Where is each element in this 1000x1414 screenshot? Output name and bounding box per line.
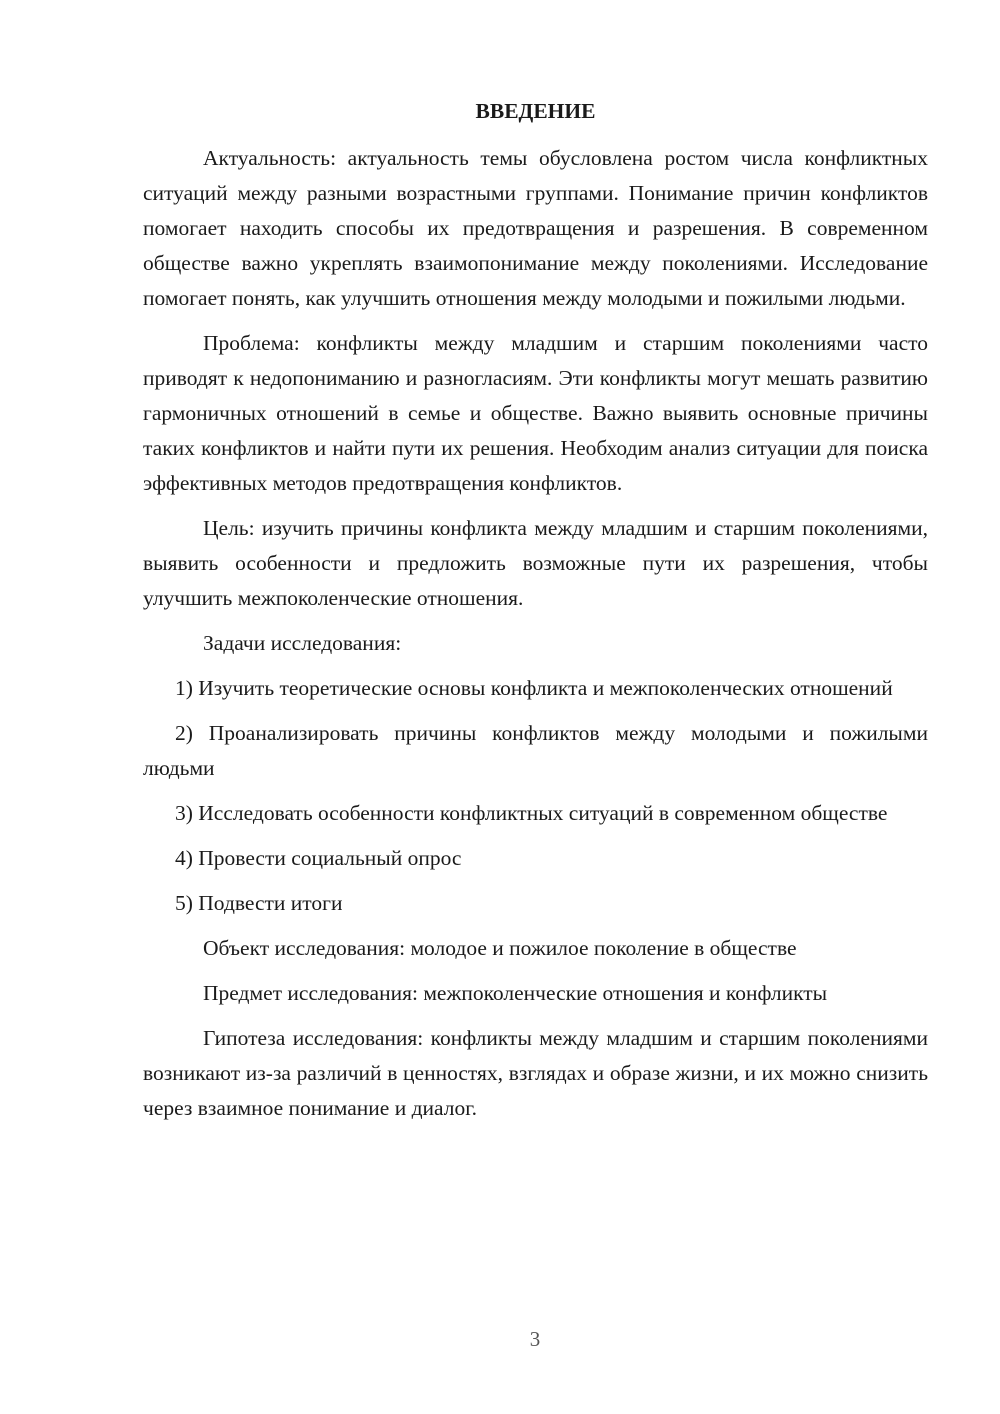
task-item-1: 1) Изучить теоретические основы конфликта и межпоколенческих отношений <box>175 676 893 700</box>
research-hypothesis: Гипотеза исследования: конфликты между младшим и старшим поколениями возникают из-за различий в ценностях, взглядах и образе жизни, и их можно снизить через взаимное понимание и диалог. <box>143 1026 928 1120</box>
task-item-5: 5) Подвести итоги <box>175 891 343 915</box>
task-item-4: 4) Провести социальный опрос <box>175 846 462 870</box>
research-subject: Предмет исследования: межпоколенческие отношения и конфликты <box>203 981 828 1005</box>
task-item-2: 2) Проанализировать причины конфликтов между молодыми и пожилыми людьми <box>143 721 928 780</box>
task-item-3: 3) Исследовать особенности конфликтных ситуаций в современном обществе <box>175 801 888 825</box>
research-object: Объект исследования: молодое и пожилое поколение в обществе <box>203 936 797 960</box>
problem-paragraph: Проблема: конфликты между младшим и старшим поколениями часто приводят к недопониманию и разногласиям. Эти конфликты могут мешать развитию гармоничных отношений в семье и обществе. Важно выявить основные причины таких конфликтов и найти пути их решения. Необходим анализ ситуации для поиска эффективных методов предотвращения конфликтов. <box>143 331 928 495</box>
tasks-heading: Задачи исследования: <box>203 631 402 655</box>
goal-paragraph: Цель: изучить причины конфликта между младшим и старшим поколениями, выявить особенности и предложить возможные пути их разрешения, чтобы улучшить межпоколенческие отношения. <box>143 516 928 610</box>
section-title: ВВЕДЕНИЕ <box>475 99 596 123</box>
page-content <box>143 94 928 1136</box>
relevance-paragraph: Актуальность: актуальность темы обусловлена ростом числа конфликтных ситуаций между разными возрастными группами. Понимание причин конфликтов помогает находить способы их предотвращения и разрешения. В современном обществе важно укреплять взаимопонимание между поколениями. Исследование помогает понять, как улучшить отношения между молодыми и пожилыми людьми. <box>143 146 928 310</box>
page-number: 3 <box>529 1327 541 1351</box>
